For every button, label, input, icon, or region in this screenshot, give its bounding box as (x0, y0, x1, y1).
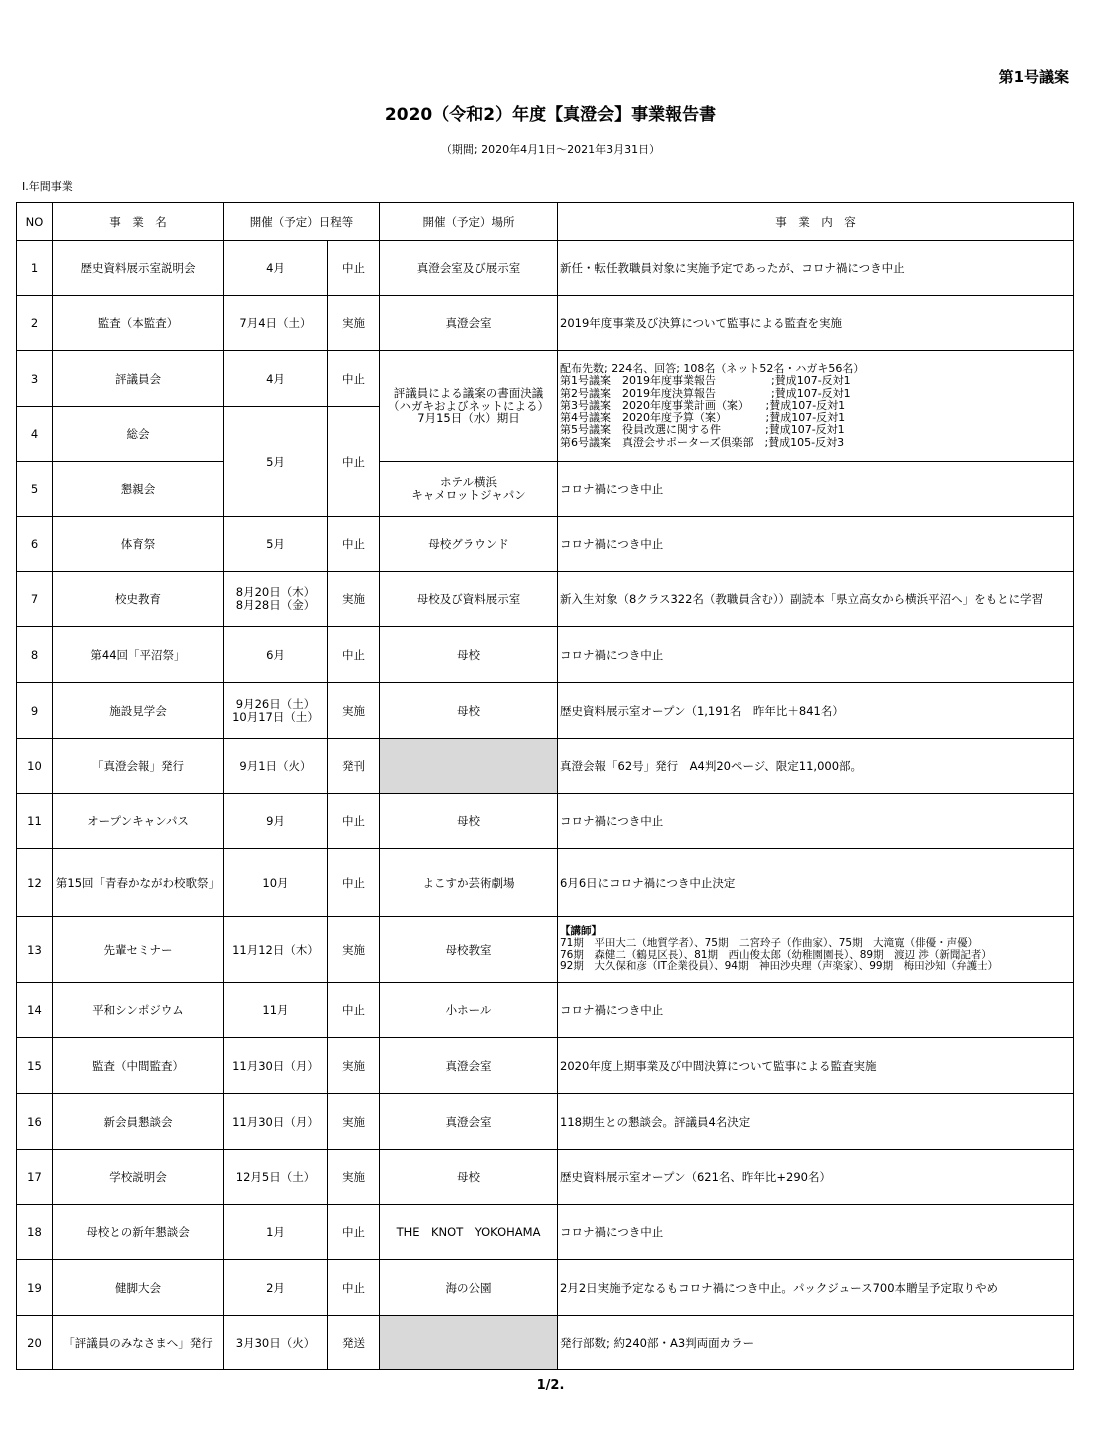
row-no: 6 (17, 517, 53, 572)
lecturer-heading: 【講師】 (560, 925, 602, 937)
row-event: 総会 (53, 407, 224, 462)
row-place: ホテル横浜 キャメロットジャパン (380, 462, 558, 517)
row-no: 17 (17, 1150, 53, 1205)
table-row (17, 627, 1074, 683)
row-no: 11 (17, 794, 53, 849)
row-event: 「真澄会報」発行 (53, 739, 224, 794)
row-status: 中止 (328, 794, 380, 849)
row-no: 14 (17, 983, 53, 1038)
row-status: 中止 (328, 517, 380, 572)
row-place-empty (380, 1316, 558, 1370)
row-date: 6月 (224, 627, 328, 683)
table-row (17, 241, 1074, 296)
row-no: 12 (17, 849, 53, 917)
row-no: 2 (17, 296, 53, 351)
row-place: 母校及び資料展示室 (380, 572, 558, 627)
row-date: 1月 (224, 1205, 328, 1260)
row-place: 母校 (380, 627, 558, 683)
row-content: 新入生対象（8クラス322名（教職員含む））副読本「県立高女から横浜平沼へ」をもとに学習 (558, 572, 1074, 627)
table-row (17, 1205, 1074, 1260)
row-status: 発送 (328, 1316, 380, 1370)
row-no: 13 (17, 917, 53, 983)
row-status: 中止 (328, 983, 380, 1038)
row-date: 10月 (224, 849, 328, 917)
row-place: THE KNOT YOKOHAMA (380, 1205, 558, 1260)
row-status: 実施 (328, 683, 380, 739)
row-event: 健脚大会 (53, 1260, 224, 1316)
row-content: 歴史資料展示室オープン（1,191名 昨年比＋841名） (558, 683, 1074, 739)
row-place: 母校教室 (380, 917, 558, 983)
row-status: 中止 (328, 407, 380, 517)
row-event: オープンキャンパス (53, 794, 224, 849)
row-no: 20 (17, 1316, 53, 1370)
table-row (17, 917, 1074, 983)
row-place: 海の公園 (380, 1260, 558, 1316)
table-row (17, 462, 1074, 517)
row-place: 母校 (380, 1150, 558, 1205)
row-event: 監査（中間監査） (53, 1038, 224, 1094)
row-event: 第44回「平沼祭」 (53, 627, 224, 683)
row-date: 11月30日（月） (224, 1038, 328, 1094)
row-status: 中止 (328, 351, 380, 407)
row-event: 先輩セミナー (53, 917, 224, 983)
row-no: 1 (17, 241, 53, 296)
table-row (17, 1150, 1074, 1205)
table-row (17, 683, 1074, 739)
row-place: 真澄会室及び展示室 (380, 241, 558, 296)
page-number: 1/2. (536, 1378, 565, 1393)
table-row (17, 1260, 1074, 1316)
row-date: 11月 (224, 983, 328, 1038)
row-status: 実施 (328, 1150, 380, 1205)
row-content: コロナ禍につき中止 (558, 794, 1074, 849)
table-row (17, 517, 1074, 572)
header-content: 事 業 内 容 (558, 203, 1074, 241)
row-date: 8月20日（木） 8月28日（金） (224, 572, 328, 627)
header-place: 開催（予定）場所 (380, 203, 558, 241)
row-place: 真澄会室 (380, 296, 558, 351)
row-event: 施設見学会 (53, 683, 224, 739)
row-status: 中止 (328, 1205, 380, 1260)
row-place: 真澄会室 (380, 1094, 558, 1150)
row-status: 実施 (328, 572, 380, 627)
row-status: 実施 (328, 1038, 380, 1094)
table-header-row (17, 203, 1074, 241)
row-date: 5月 (224, 407, 328, 517)
header-event-name: 事 業 名 (53, 203, 224, 241)
row-place-written-resolution: 評議員による議案の書面決議 （ハガキおよびネットによる） 7月15日（水）期日 (380, 351, 558, 462)
row-status: 実施 (328, 917, 380, 983)
lecturer-list: 71期 平田大二（地質学者）、75期 二宮玲子（作曲家）、75期 大滝寛（俳優・声優） 76期 森健二（鶴見区長）、81期 西山俊太郎（幼稚園園長）、89期 渡辺 渉（新聞記者） 92期 大久保和彦（IT企業役員）、94期 神田沙央理（声楽家）、99期 梅田沙知（弁護士） (560, 936, 999, 973)
row-no: 19 (17, 1260, 53, 1316)
row-date: 4月 (224, 241, 328, 296)
row-date: 5月 (224, 517, 328, 572)
annual-events-table (16, 202, 1074, 1370)
row-content: 6月6日にコロナ禍につき中止決定 (558, 849, 1074, 917)
row-content: 発行部数; 約240部・A3判両面カラー (558, 1316, 1074, 1370)
row-content: コロナ禍につき中止 (558, 517, 1074, 572)
row-place: 小ホール (380, 983, 558, 1038)
row-no: 4 (17, 407, 53, 462)
row-content-lecturers (558, 917, 1074, 983)
table-row (17, 572, 1074, 627)
row-date: 11月30日（月） (224, 1094, 328, 1150)
row-event: 歴史資料展示室説明会 (53, 241, 224, 296)
row-no: 5 (17, 462, 53, 517)
row-no: 8 (17, 627, 53, 683)
table-row (17, 1094, 1074, 1150)
report-period: （期間; 2020年4月1日～2021年3月31日） (440, 143, 661, 156)
row-no: 3 (17, 351, 53, 407)
table-row (17, 849, 1074, 917)
row-date: 3月30日（火） (224, 1316, 328, 1370)
row-status: 中止 (328, 627, 380, 683)
row-place: 母校グラウンド (380, 517, 558, 572)
row-content: コロナ禍につき中止 (558, 627, 1074, 683)
row-content: コロナ禍につき中止 (558, 462, 1074, 517)
row-place: よこすか芸術劇場 (380, 849, 558, 917)
row-content: 118期生との懇談会。評議員4名決定 (558, 1094, 1074, 1150)
row-date: 4月 (224, 351, 328, 407)
row-content: 2020年度上期事業及び中間決算について監事による監査実施 (558, 1038, 1074, 1094)
row-place: 母校 (380, 794, 558, 849)
row-date: 11月12日（木） (224, 917, 328, 983)
row-event: 評議員会 (53, 351, 224, 407)
header-no: NO (17, 203, 53, 241)
section-heading: Ⅰ.年間事業 (22, 180, 73, 193)
row-event: 母校との新年懇談会 (53, 1205, 224, 1260)
row-place-empty (380, 739, 558, 794)
row-place: 母校 (380, 683, 558, 739)
table-row (17, 1038, 1074, 1094)
header-schedule: 開催（予定）日程等 (224, 203, 380, 241)
table-row (17, 351, 1074, 407)
table-row (17, 983, 1074, 1038)
row-event: 学校説明会 (53, 1150, 224, 1205)
row-content: 2019年度事業及び決算について監事による監査を実施 (558, 296, 1074, 351)
table-row (17, 794, 1074, 849)
row-content: 歴史資料展示室オープン（621名、昨年比+290名） (558, 1150, 1074, 1205)
document-title: 2020（令和2）年度【真澄会】事業報告書 (384, 105, 717, 125)
row-event: 体育祭 (53, 517, 224, 572)
row-content: コロナ禍につき中止 (558, 1205, 1074, 1260)
table-row (17, 296, 1074, 351)
row-no: 9 (17, 683, 53, 739)
agenda-number: 第1号議案 (998, 68, 1069, 86)
table-row (17, 739, 1074, 794)
row-event: 懇親会 (53, 462, 224, 517)
row-event: 第15回「青春かながわ校歌祭」 (53, 849, 224, 917)
row-event: 「評議員のみなさまへ」発行 (53, 1316, 224, 1370)
row-event: 監査（本監査） (53, 296, 224, 351)
row-date: 2月 (224, 1260, 328, 1316)
row-event: 平和シンポジウム (53, 983, 224, 1038)
row-event: 新会員懇談会 (53, 1094, 224, 1150)
row-content: コロナ禍につき中止 (558, 983, 1074, 1038)
row-date: 9月1日（火） (224, 739, 328, 794)
row-status: 実施 (328, 1094, 380, 1150)
row-no: 18 (17, 1205, 53, 1260)
row-place: 真澄会室 (380, 1038, 558, 1094)
row-no: 10 (17, 739, 53, 794)
row-content: 新任・転任教職員対象に実施予定であったが、コロナ禍につき中止 (558, 241, 1074, 296)
row-status: 中止 (328, 241, 380, 296)
row-event: 校史教育 (53, 572, 224, 627)
row-status: 中止 (328, 849, 380, 917)
row-content: 真澄会報「62号」発行 A4判20ページ、限定11,000部。 (558, 739, 1074, 794)
row-status: 実施 (328, 296, 380, 351)
row-status: 中止 (328, 1260, 380, 1316)
row-no: 16 (17, 1094, 53, 1150)
row-status: 発刊 (328, 739, 380, 794)
row-content: 2月2日実施予定なるもコロナ禍につき中止。パックジュース700本贈呈予定取りやめ (558, 1260, 1074, 1316)
row-date: 9月26日（土） 10月17日（土） (224, 683, 328, 739)
row-date: 12月5日（土） (224, 1150, 328, 1205)
row-no: 15 (17, 1038, 53, 1094)
table-row (17, 1316, 1074, 1370)
row-no: 7 (17, 572, 53, 627)
row-date: 7月4日（土） (224, 296, 328, 351)
row-content-vote-results: 配布先数; 224名、回答; 108名（ネット52名・ハガキ56名） 第1号議案 2019年度事業報告 ;賛成107-反対1 第2号議案 2019年度決算報告 ;賛成107-反対1 第3号議案 2020年度事業計画（案） ;賛成107-反対1 第4号議案 2020年度予算（案） ;賛成107-反対1 第5号議案 役員改選に関する件 ;賛成107-反対1 第6号議案 真澄会サポーターズ倶楽部 ;賛成105-反対3 (558, 351, 1074, 462)
row-date: 9月 (224, 794, 328, 849)
